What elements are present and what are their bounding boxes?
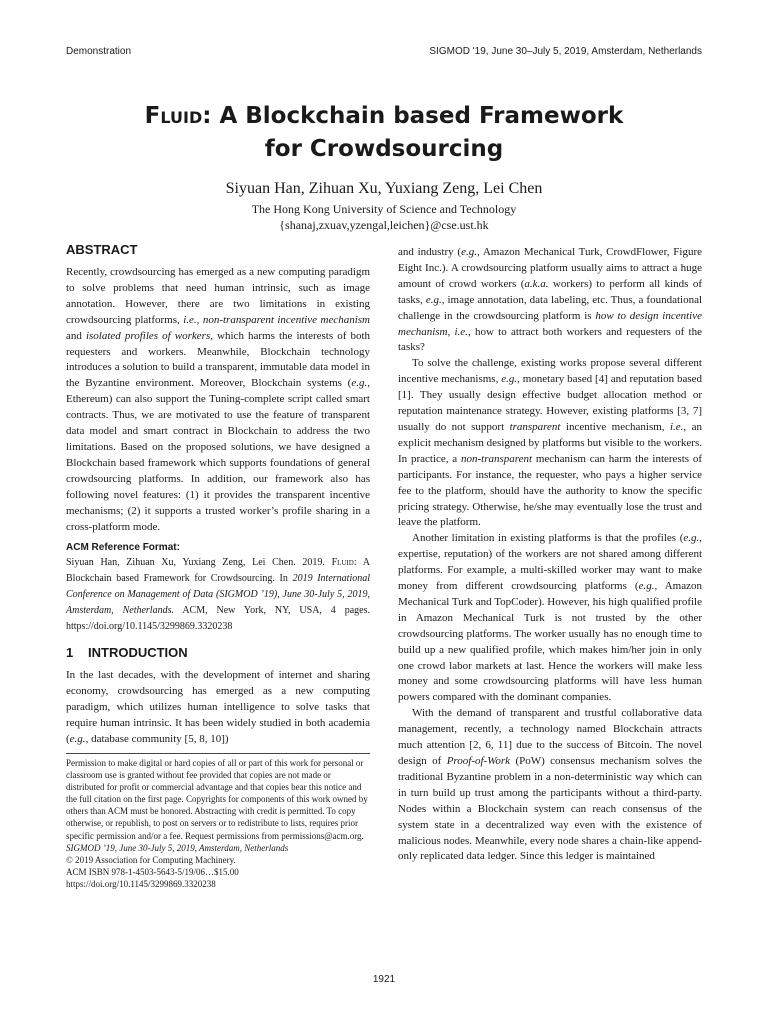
permission-notice [66,753,370,890]
body-paragraph: and industry (e.g., Amazon Mechanical Turk, CrowdFlower, Figure Eight Inc.). A crowdsourcing platform usually aims to attract a huge amount of crowd workers (a.k.a. workers) to perform all kinds of tasks, e.g., image annotation, data labeling, etc. Thus, a foundational challenge in the crowdsourcing platform is how to design incentive mechanism, i.e., how to attract both workers and requesters of the tasks? [398,246,703,354]
conference-line: SIGMOD ’19, June 30-July 5, 2019, Amsterdam, Netherlands [66,842,289,853]
author-emails: {shanaj,zxuav,yzengal,leichen}@cse.ust.hk [279,218,489,232]
abstract-paragraph: Recently, crowdsourcing has emerged as a new computing paradigm to solve problems that need human intrinsic, such as image annotation. However, there are two limitations in existing crowdsourcing platforms, i.e., non-transparent incentive mechanism and isolated profiles of workers, which harms the interests of both requesters and workers. Meanwhile, Blockchain technology introduces a solution to build a transparent, immutable data model in the Byzantine environment. Moreover, Blockchain systems (e.g., Ethereum) can also support the Tuning-complete script called smart contracts. Thus, we are motivated to use the feature of transparent data model and smart contract in Blockchain to address the two limitations. Based on the proposed solutions, we have designed a Blockchain based framework which supports foundations of general crowdsourcing platforms. In addition, our framework also has following novel features: (1) it provides the transparent incentive mechanisms; (2) it supports a trusted worker’s profile sharing in a cross-platform mode. [66,266,371,533]
affiliation-block [0,201,768,233]
page-number: 1921 [372,974,396,985]
introduction-heading [66,644,370,662]
paper-title [0,100,768,166]
title-line-2: for Crowdsourcing [264,136,504,162]
affiliation: The Hong Kong University of Science and Technology [251,202,517,216]
acm-reference-text: Siyuan Han, Zihuan Xu, Yuxiang Zeng, Lei Chen. 2019. Fluid: A Blockchain based Framework for Crowdsourcing. In 2019 International Conference on Management of Data (SIGMOD ’19), June 30-July 5, 2019, Amsterdam, Netherlands. ACM, New York, NY, USA, 4 pages. https://doi.org/10.1145/3299869.3320238 [66,557,371,632]
copyright-line: © 2019 Association for Computing Machinery. [66,854,236,865]
body-paragraph: To solve the challenge, existing works propose several different incentive mechanisms, e.g., monetary based [4] and reputation based [1]. They usually design effective budget allocation method or reputation maintenance strategy. However, existing platforms [3, 7] usually do not support transparent incentive mechanism, i.e., an explicit mechanism designed by platforms but visible to the workers. In practice, a non-transparent mechanism can harm the interests of participants. For instance, the requester, who pays a higher service fee to the platform, should have the authority to know the specific pricing strategy. Otherwise, he/she may eventually lose the trust and leave the platform. [398,357,702,529]
introduction-paragraph: In the last decades, with the development of internet and sharing economy, crowdsourcing has emerged as a new computing paradigm, which utilizes human intelligence to solve tasks that require human intrinsic. It has been widely studied in both academia (e.g., database community [5, 8, 10]) [66,669,370,746]
running-header-left: Demonstration [66,46,132,57]
body-paragraph: Another limitation in existing platforms is that the profiles (e.g., expertise, reputation) of the workers are not shared among different platforms. For example, a multi-skilled worker may want to make money from different crowdsourcing platforms (e.g., Amazon Mechanical Turk and TopCoder). However, his high qualified profile in Amazon Mechanical Turk is not trusted by the other crowdsourcing platforms. The worker usually has no enough time to build up a new qualified profile, which makes him/her join in only one crowd labor markets at last. Hence the workers will make less money and some crowdsourcing platforms will have less human powers compared with the dominant companies. [398,532,702,704]
section-title: INTRODUCTION [88,645,188,661]
title-system-name: Fluid [144,103,203,129]
section-number: 1 [66,645,74,661]
body-paragraph: With the demand of transparent and trustful collaborative data management, recently, a technology named Blockchain attracts much attention [2, 6, 11] due to the success of Bitcoin. The novel design of Proof-of-Work (PoW) consensus mechanism solves the traditional Byzantine problem in a non-deterministic way which can in turn build up trust among the participants without a third-party. Nodes within a Blockchain system can reach consensus of the system state in a decentralized way even with the existence of malicious nodes. Meanwhile, every node shares a chain-like append-only replicated data ledger. Since this ledger is maintained [398,707,703,863]
running-header-right: SIGMOD '19, June 30–July 5, 2019, Amsterdam, Netherlands [429,46,702,57]
right-column [398,245,702,865]
left-column [66,241,370,748]
isbn-line: ACM ISBN 978-1-4503-5643-5/19/06…$15.00 [66,866,239,877]
title-line-1: : A Blockchain based Framework [202,103,624,129]
acm-reference-heading: ACM Reference Format: [66,542,180,554]
author-list: Siyuan Han, Zihuan Xu, Yuxiang Zeng, Lei Chen [225,180,543,197]
permission-text: Permission to make digital or hard copies of all or part of this work for personal or classroom use is granted without fee provided that copies are not made or distributed for profit or commercial advantage and that copies bear this notice and the full citation on the first page. Copyrights for components of this work owned by others than ACM must be honored. Abstracting with credit is permitted. To copy otherwise, or republish, to post on servers or to redistribute to lists, requires prior specific permission and/or a fee. Request permissions from permissions@acm.org. [66,758,368,841]
abstract-heading: ABSTRACT [66,242,138,257]
doi-line[interactable]: https://doi.org/10.1145/3299869.3320238 [66,878,216,889]
